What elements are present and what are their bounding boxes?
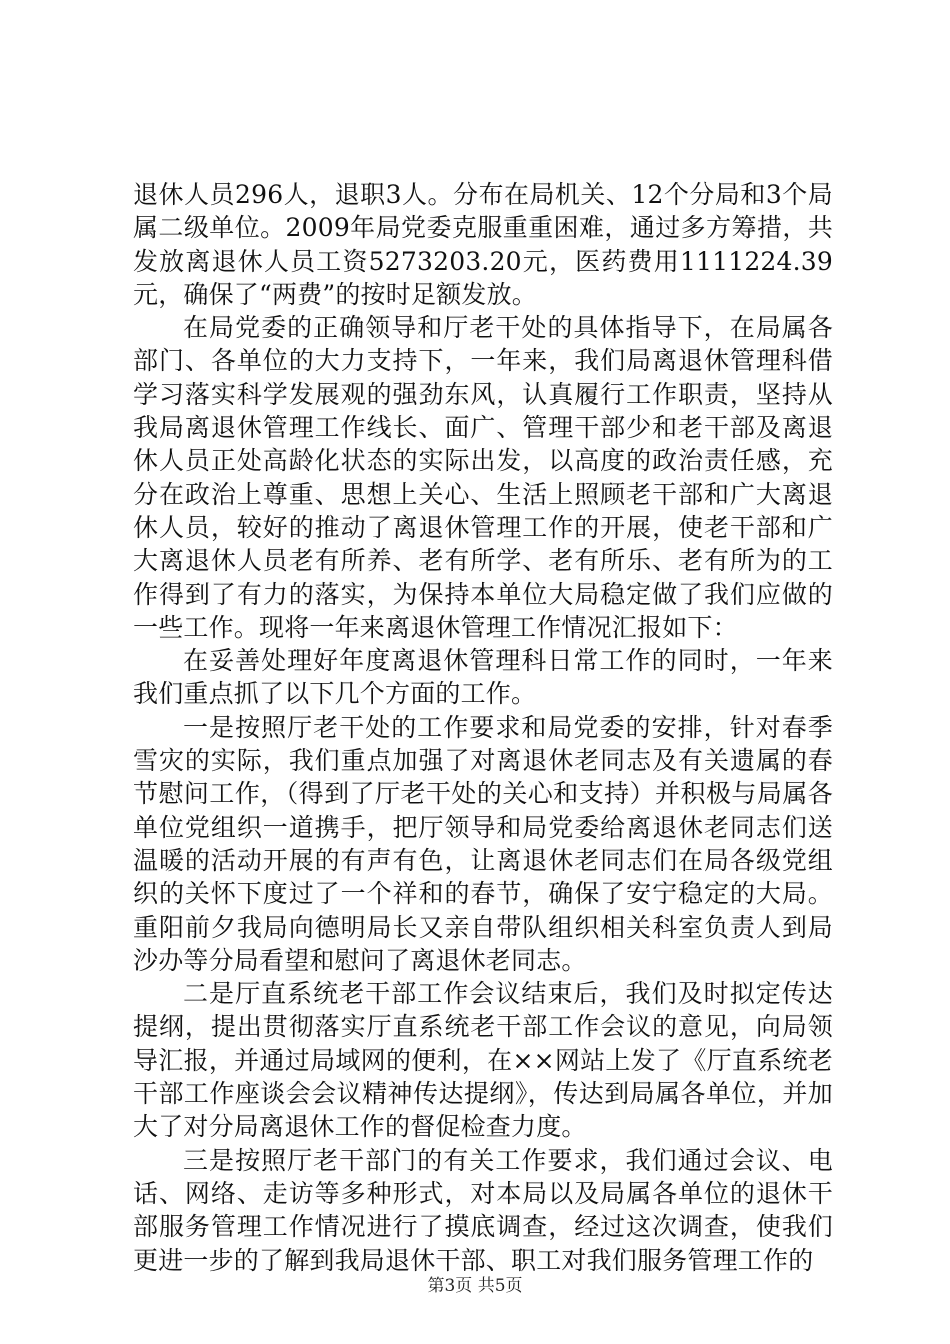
paragraph-4: 一是按照厅老干处的工作要求和局党委的安排，针对春季雪灾的实际，我们重点加强了对离退休老同志及有关遗属的春节慰问工作，（得到了厅老干处的关心和支持）并积极与局属各单位党组织一道携手，把厅领导和局党委给离退休老同志们送温暖的活动开展的有声有色，让离退休老同志们在局各级党组织的关怀下度过了一个祥和的春节，确保了安宁稳定的大局。重阳前夕我局向德明局长又亲自带队组织相关科室负责人到局沙办等分局看望和慰问了离退休老同志。 <box>133 712 833 975</box>
page-footer: 第3页 共5页 <box>427 1276 523 1296</box>
paragraph-1: 退休人员296人，退职3人。分布在局机关、12个分局和3个局属二级单位。2009年局党委克服重重困难，通过多方筹措，共发放离退休人员工资5273203.20元，医药费用1111224.39元，确保了“两费”的按时足额发放。 <box>133 180 833 309</box>
paragraph-5: 二是厅直系统老干部工作会议结束后，我们及时拟定传达提纲，提出贯彻落实厅直系统老干部工作会议的意见，向局领导汇报，并通过局域网的便利，在××网站上发了《厅直系统老干部工作座谈会会议精神传达提纲》，传达到局属各单位，并加大了对分局离退休工作的督促检查力度。 <box>133 979 833 1142</box>
paragraph-6: 三是按照厅老干部门的有关工作要求，我们通过会议、电话、网络、走访等多种形式，对本局以及局属各单位的退休干部服务管理工作情况进行了摸底调查，经过这次调查，使我们更进一步的了解到我局退休干部、职工对我们服务管理工作的 <box>133 1145 833 1275</box>
paragraph-2: 在局党委的正确领导和厅老干处的具体指导下，在局属各部门、各单位的大力支持下，一年来，我们局离退休管理科借学习落实科学发展观的强劲东风，认真履行工作职责，坚持从我局离退休管理工作线长、面广、管理干部少和老干部及离退休人员正处高龄化状态的实际出发，以高度的政治责任感，充分在政治上尊重、思想上关心、生活上照顾老干部和广大离退休人员，较好的推动了离退休管理工作的开展，使老干部和广大离退休人员老有所养、老有所学、老有所乐、老有所为的工作得到了有力的落实，为保持本单位大局稳定做了我们应做的一些工作。现将一年来离退休管理工作情况汇报如下： <box>133 313 833 642</box>
paragraph-3: 在妥善处理好年度离退休管理科日常工作的同时，一年来我们重点抓了以下几个方面的工作。 <box>133 646 833 709</box>
document-body <box>133 178 833 1277</box>
